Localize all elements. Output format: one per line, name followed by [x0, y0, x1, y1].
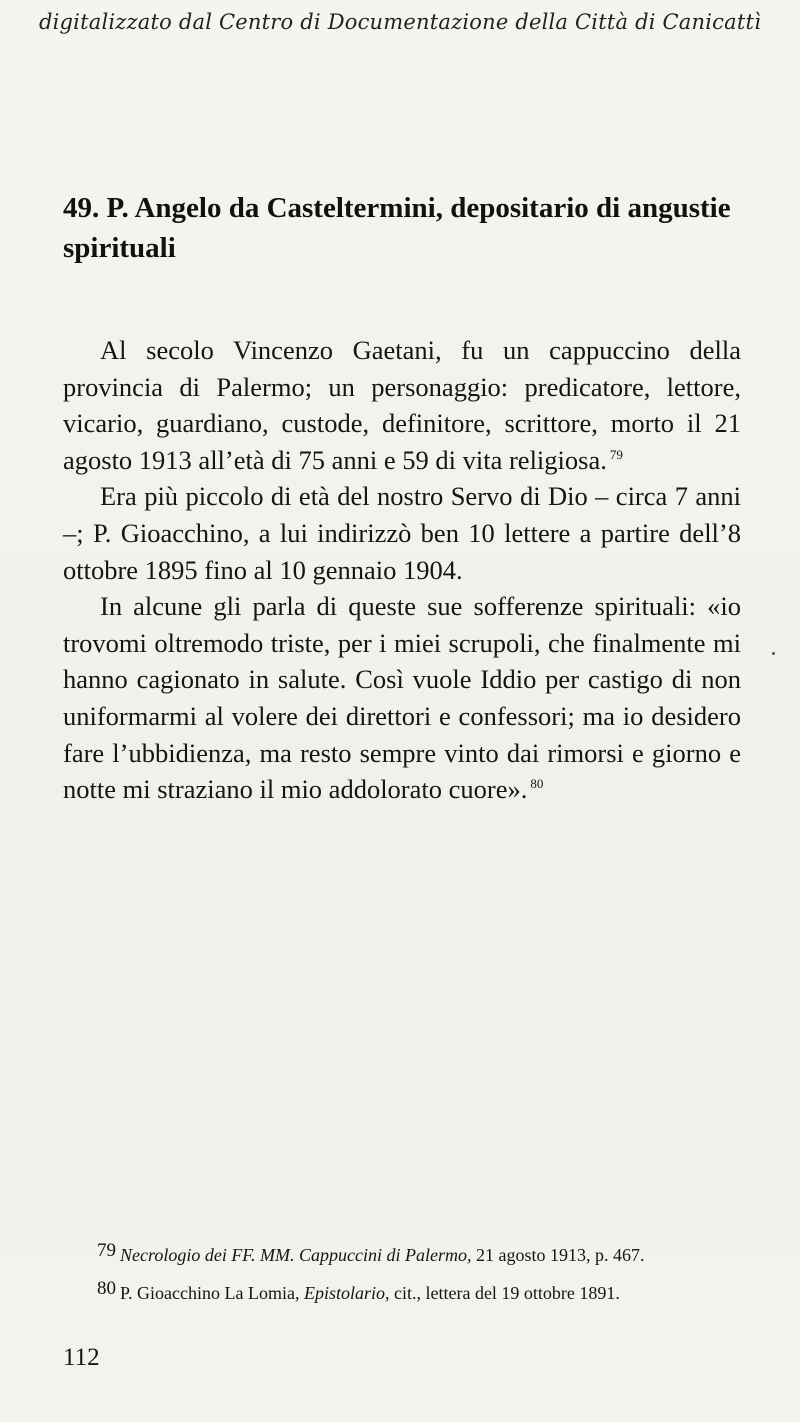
- paragraph-3: [63, 588, 741, 808]
- page-number: 112: [63, 1344, 100, 1371]
- digitization-watermark: digitalizzato dal Centro di Documentazione della Città di Canicattì: [38, 10, 762, 34]
- footnote-79: [97, 1234, 757, 1272]
- footnotes: [97, 1234, 757, 1310]
- footnote-ref-80[interactable]: 80: [530, 776, 544, 792]
- paragraph-3-text: In alcune gli parla di queste sue sofferenze spirituali: «io trovomi oltremodo triste, per i miei scrupoli, che finalmente mi hanno cagionato in salute. Così vuole Iddio per castigo di non uniformarmi al volere dei direttori e confessori; ma io desidero fare l’ubbidienza, ma resto sempre vinto dai rimorsi e giorno e notte mi straziano il mio addolorato cuore».: [63, 591, 741, 805]
- paragraph-1-text: Al secolo Vincenzo Gaetani, fu un cappuccino della provincia di Palermo; un personaggio: predicatore, lettore, vicario, guardiano, custode, definitore, scrittore, morto il 21 agosto 1913 all’età di 75 anni e 59 di vita religiosa.: [63, 335, 741, 475]
- paragraph-2-text: Era più piccolo di età del nostro Servo di Dio – circa 7 anni –; P. Gioacchino, a lui indirizzò ben 10 lettere a partire dell’8 ottobre 1895 fino al 10 gennaio 1904.: [63, 481, 741, 585]
- footnote-ref-79[interactable]: 79: [609, 446, 623, 462]
- footnote-italic-title: Epistolario,: [303, 1283, 390, 1303]
- section-title: 49. P. Angelo da Casteltermini, depositario di angustie spirituali: [63, 192, 731, 264]
- body-text: [63, 332, 741, 808]
- footnote-text: 21 agosto 1913, p. 467.: [471, 1245, 645, 1265]
- scan-speck: [772, 652, 775, 655]
- footnote-number: 80: [97, 1278, 116, 1299]
- footnote-author: P. Gioacchino La Lomia,: [120, 1283, 304, 1303]
- footnote-italic-title: Necrologio dei FF. MM. Cappuccini di Palermo,: [120, 1245, 472, 1265]
- footnote-80: [97, 1272, 757, 1310]
- footnote-text: cit., lettera del 19 ottobre 1891.: [389, 1283, 620, 1303]
- paragraph-1: [63, 332, 741, 478]
- footnote-number: 79: [97, 1240, 116, 1261]
- paragraph-2: [63, 478, 741, 588]
